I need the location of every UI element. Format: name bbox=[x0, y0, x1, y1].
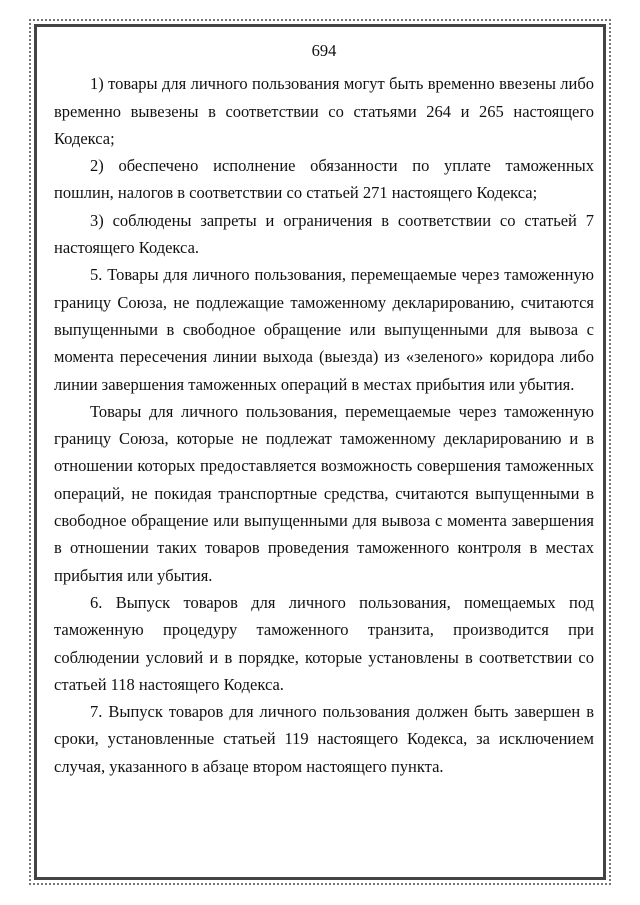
paragraph-item-3: 3) соблюдены запреты и ограничения в соответствии со статьей 7 настоящего Кодекса. bbox=[54, 210, 594, 258]
document-body bbox=[54, 37, 594, 780]
paragraph-item-1: 1) товары для личного пользования могут быть временно ввезены либо временно вывезены в соответствии со статьями 264 и 265 настоящего Кодекса; bbox=[54, 74, 594, 148]
paragraph-point-6: 6. Выпуск товаров для личного пользования, помещаемых под таможенную процедуру таможенного транзита, производится при соблюдении условий и в порядке, которые установлены в соответствии со статьей 118 настоящего Кодекса. bbox=[54, 592, 594, 694]
paragraph-point-5-second: Товары для личного пользования, перемещаемые через таможенную границу Союза, которые не подлежат таможенному декларированию и в отношении которых предоставляется возможность совершения таможенных операций, не покидая транспортные средства, считаются выпущенными в свободное обращение или выпущенными для вывоза с момента завершения в отношении таких товаров проведения таможенного контроля в местах прибытия или убытия. bbox=[54, 401, 594, 585]
paragraph-item-2: 2) обеспечено исполнение обязанности по уплате таможенных пошлин, налогов в соответствии со статьей 271 настоящего Кодекса; bbox=[54, 156, 594, 203]
paragraph-point-7: 7. Выпуск товаров для личного пользования должен быть завершен в сроки, установленные статьей 119 настоящего Кодекса, за исключением случая, указанного в абзаце втором настоящего пункта. bbox=[54, 702, 594, 776]
paragraph-point-5: 5. Товары для личного пользования, перемещаемые через таможенную границу Союза, не подлежащие таможенному декларированию, считаются выпущенными в свободное обращение или выпущенными для вывоза с момента пересечения линии выхода (выезда) из «зеленого» коридора либо линии завершения таможенных операций в местах прибытия или убытия. bbox=[54, 265, 594, 394]
page-number: 694 bbox=[311, 41, 337, 60]
